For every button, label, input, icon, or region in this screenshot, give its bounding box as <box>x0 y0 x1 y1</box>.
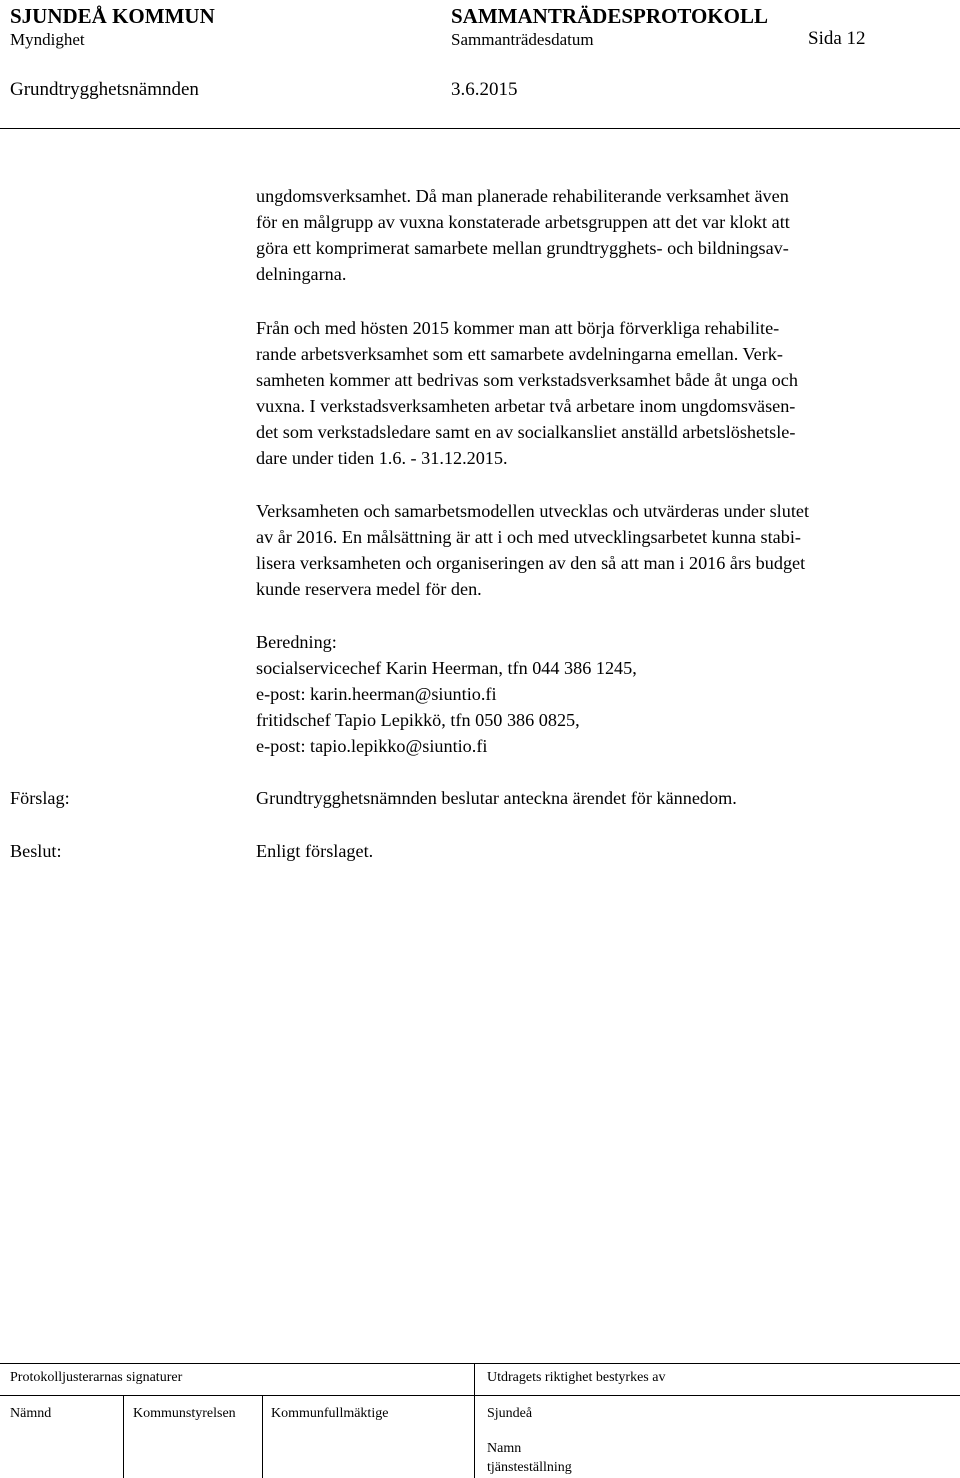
footer-divider <box>474 1363 475 1478</box>
proposal-text: Grundtrygghetsnämnden beslutar anteckna ärendet för kännedom. <box>256 788 737 808</box>
text-line: av år 2016. En målsättning är att i och med utvecklingsarbetet kunna stabi- <box>256 527 801 547</box>
text-line: kunde reservera medel för den. <box>256 579 482 599</box>
footer-divider <box>123 1395 124 1478</box>
text-line: det som verkstadsledare samt en av socialkansliet anställd arbetslöshetsle- <box>256 422 796 442</box>
signatures-label: Protokolljusterarnas signaturer <box>10 1370 183 1385</box>
authority-label: Myndighet <box>10 30 85 49</box>
signature-col-kommunstyrelsen: Kommunstyrelsen <box>133 1406 236 1421</box>
contact-line: fritidschef Tapio Lepikkö, tfn 050 386 0825, <box>256 710 580 730</box>
decision-label: Beslut: <box>10 841 62 861</box>
text-line: dare under tiden 1.6. - 31.12.2015. <box>256 448 508 468</box>
signature-col-kommunfullmaktige: Kommunfullmäktige <box>271 1406 389 1421</box>
contact-email: e-post: tapio.lepikko@siuntio.fi <box>256 736 488 756</box>
text-line: göra ett komprimerat samarbete mellan grundtrygghets- och bildningsav- <box>256 238 789 258</box>
paragraph-3 <box>256 498 956 602</box>
municipality-name: SJUNDEÅ KOMMUN <box>10 4 215 28</box>
text-line: Från och med hösten 2015 kommer man att börja förverkliga rehabilite- <box>256 318 780 338</box>
text-line: delningarna. <box>256 264 347 284</box>
page-number: Sida 12 <box>808 28 866 49</box>
title-label: tjänsteställning <box>487 1460 572 1475</box>
name-label: Namn <box>487 1441 522 1456</box>
certified-label: Utdragets riktighet bestyrkes av <box>487 1370 666 1385</box>
text-line: Verksamheten och samarbetsmodellen utvecklas och utvärderas under slutet <box>256 501 810 521</box>
footer-top-rule <box>0 1363 960 1364</box>
authority-name: Grundtrygghetsnämnden <box>10 79 199 100</box>
paragraph-2 <box>256 315 956 471</box>
header-rule <box>0 128 960 129</box>
signature-col-namnd: Nämnd <box>10 1406 52 1421</box>
footer-divider <box>262 1395 263 1478</box>
text-line: samheten kommer att bedrivas som verkstadsverksamhet både åt unga och <box>256 370 798 390</box>
text-line: lisera verksamheten och organiseringen av den så att man i 2016 års budget <box>256 553 806 573</box>
text-line: för en målgrupp av vuxna konstaterade arbetsgruppen att det var klokt att <box>256 212 790 232</box>
text-line: ungdomsverksamhet. Då man planerade rehabiliterande verksamhet även <box>256 186 789 206</box>
contact-email: e-post: karin.heerman@siuntio.fi <box>256 684 497 704</box>
meeting-date: 3.6.2015 <box>451 79 518 100</box>
contact-line: socialservicechef Karin Heerman, tfn 044 386 1245, <box>256 658 637 678</box>
place-name: Sjundeå <box>487 1406 533 1421</box>
text-line: vuxna. I verkstadsverksamheten arbetar två arbetare inom ungdomsväsen- <box>256 396 796 416</box>
footer-mid-rule <box>0 1395 960 1396</box>
paragraph-1 <box>256 183 956 287</box>
preparation-heading: Beredning: <box>256 632 337 652</box>
document-type: SAMMANTRÄDESPROTOKOLL <box>451 4 768 28</box>
proposal-label: Förslag: <box>10 788 70 808</box>
text-line: rande arbetsverksamhet som ett samarbete avdelningarna emellan. Verk- <box>256 344 783 364</box>
date-label: Sammanträdesdatum <box>451 30 594 49</box>
decision-text: Enligt förslaget. <box>256 841 374 861</box>
preparation-block <box>256 629 956 759</box>
